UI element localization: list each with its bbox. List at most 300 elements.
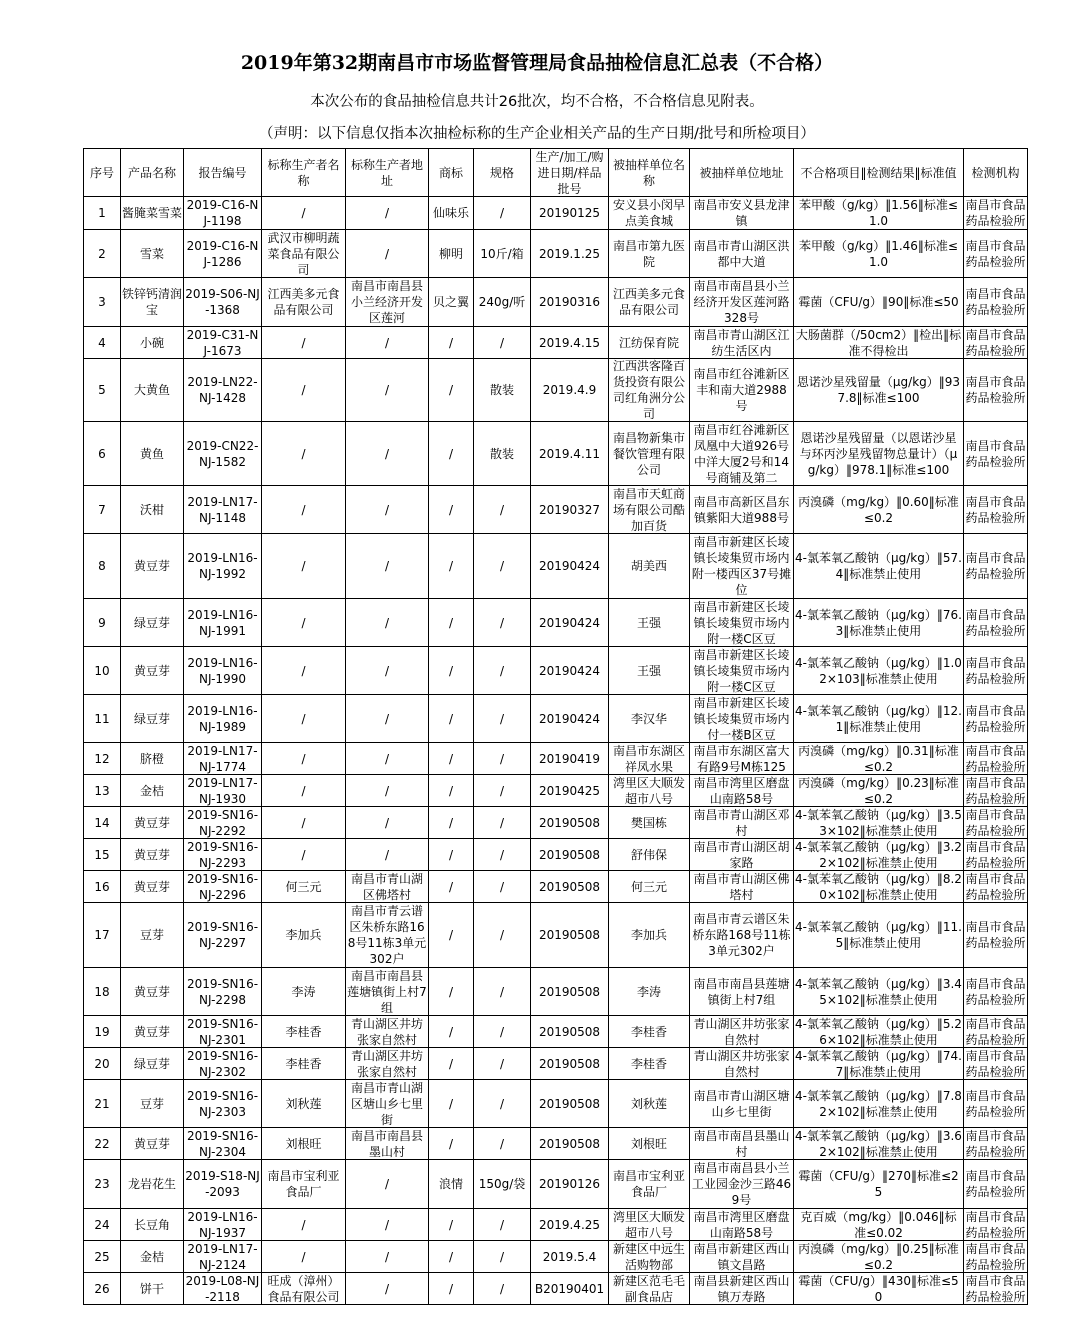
spec-text: /: [499, 1136, 505, 1151]
cell-product-name: [121, 1016, 184, 1048]
sampled-unit-name-text: 李汉华: [630, 711, 667, 726]
sampled-unit-address-text: 南昌市南昌县小兰经济开发区莲河路328号: [693, 279, 790, 325]
cell-brand: [429, 695, 474, 743]
cell-manufacturer-name: [262, 1016, 346, 1048]
brand-text: /: [448, 502, 454, 517]
cell-manufacturer-name: [262, 871, 346, 903]
cell-seq: [84, 327, 121, 359]
manufacturer-name-text: /: [301, 559, 306, 573]
sampled-unit-address-text: 南昌市青山湖区塘山乡七里街: [693, 1088, 790, 1119]
testing-agency-text: 南昌市食品药品检验所: [965, 375, 1026, 405]
brand-text: 浪情: [438, 1177, 463, 1191]
cell-brand: [429, 968, 474, 1016]
cell-product-name: [121, 197, 184, 230]
cell-product-name: [121, 486, 184, 534]
manufacturer-address-text: /: [384, 335, 390, 350]
cell-manufacturer-name: [262, 1241, 346, 1273]
table-row: [84, 486, 1028, 534]
table-row: [84, 743, 1028, 775]
sampled-unit-address-text: 南昌市青山湖区胡家路: [693, 839, 790, 870]
cell-sampled-unit-name: [609, 1209, 690, 1241]
cell-failed-item: [794, 534, 964, 599]
testing-agency-text: 南昌市食品药品检验所: [965, 1273, 1026, 1304]
cell-testing-agency: [964, 534, 1028, 599]
cell-seq: [84, 599, 121, 647]
cell-report-no: [184, 1209, 262, 1241]
testing-agency-text: 南昌市食品药品检验所: [965, 607, 1026, 638]
manufacturer-name-text: /: [301, 383, 306, 397]
cell-spec: [474, 695, 531, 743]
cell-sampled-unit-address: [690, 871, 794, 903]
product-name-text: 豆芽: [139, 928, 164, 942]
cell-sampled-unit-address: [690, 230, 794, 278]
cell-failed-item: [794, 1160, 964, 1209]
product-name-text: 黄豆芽: [133, 984, 170, 999]
report-no-text: 2019-SN16-NJ-2296: [186, 871, 259, 902]
manufacturer-name-text: 武汉市柳明蔬菜食品有限公司: [267, 230, 340, 277]
cell-product-name: [121, 1128, 184, 1160]
cell-manufacturer-name: [262, 1209, 346, 1241]
product-name-text: 绿豆芽: [133, 711, 170, 726]
failed-item-text: 4-氯苯氧乙酸钠（μg/kg）‖57.4‖标准禁止使用: [795, 551, 962, 581]
failed-item-text: 丙溴磷（mg/kg）‖0.31‖标准≤0.2: [798, 743, 959, 774]
manufacturer-address-text: /: [384, 559, 390, 573]
cell-brand: [429, 327, 474, 359]
cell-product-name: [121, 1160, 184, 1209]
cell-sampled-unit-address: [690, 647, 794, 695]
seq-text: 12: [94, 751, 110, 766]
cell-seq: [84, 903, 121, 968]
sampled-unit-name-text: 李涛: [636, 984, 661, 999]
cell-testing-agency: [964, 599, 1028, 647]
brand-text: 贝之翼: [432, 295, 469, 309]
inspection-table: [83, 148, 1028, 1305]
manufacturer-name-text: 何三元: [285, 879, 322, 894]
seq-text: 18: [94, 984, 110, 999]
table-row: [84, 903, 1028, 968]
production-date-text: 20190424: [538, 711, 601, 726]
cell-sampled-unit-name: [609, 599, 690, 647]
cell-report-no: [184, 647, 262, 695]
manufacturer-address-text: /: [384, 1281, 390, 1296]
cell-spec: [474, 1048, 531, 1080]
cell-report-no: [184, 1080, 262, 1128]
manufacturer-address-text: /: [384, 847, 390, 862]
failed-item-text: 4-氯苯氧乙酸钠（μg/kg）‖12.1‖标准禁止使用: [795, 703, 962, 734]
cell-production-date: [531, 486, 609, 534]
cell-sampled-unit-address: [690, 197, 794, 230]
cell-sampled-unit-name: [609, 359, 690, 422]
manufacturer-name-text: /: [301, 847, 306, 862]
sampled-unit-name-text: 南昌市宝利亚食品厂: [612, 1169, 685, 1199]
cell-brand: [429, 1209, 474, 1241]
product-name-text: 绿豆芽: [133, 1056, 170, 1071]
testing-agency-text: 南昌市食品药品检验所: [965, 839, 1026, 870]
production-date-text: 2019.1.25: [538, 246, 601, 261]
sampled-unit-address-text: 南昌县新建区西山镇万寿路: [693, 1273, 790, 1304]
testing-agency-text: 南昌市食品药品检验所: [965, 1016, 1026, 1047]
report-no-text: 2019-SN16-NJ-2303: [186, 1088, 259, 1119]
table-row: [84, 695, 1028, 743]
cell-sampled-unit-address: [690, 839, 794, 871]
cell-sampled-unit-address: [690, 486, 794, 534]
cell-report-no: [184, 422, 262, 486]
sampled-unit-name-text: 何三元: [630, 879, 667, 894]
cell-report-no: [184, 839, 262, 871]
spec-text: /: [499, 663, 505, 678]
production-date-text: 20190125: [538, 206, 601, 220]
cell-spec: [474, 1016, 531, 1048]
disclaimer-text: （声明：以下信息仅指本次抽检标称的生产企业相关产品的生产日期/批号和所检项目）: [259, 126, 815, 142]
cell-spec: [474, 807, 531, 839]
cell-seq: [84, 359, 121, 422]
testing-agency-text: 南昌市食品药品检验所: [965, 1209, 1026, 1240]
cell-manufacturer-name: [262, 903, 346, 968]
failed-item-text: 丙溴磷（mg/kg）‖0.60‖标准≤0.2: [798, 494, 959, 525]
failed-item-text: 苯甲酸（g/kg）‖1.46‖标准≤1.0: [798, 238, 958, 269]
sampled-unit-address-text: 南昌市安义县龙津镇: [693, 198, 790, 228]
cell-production-date: [531, 1209, 609, 1241]
brand-text: /: [448, 711, 454, 726]
cell-production-date: [531, 230, 609, 278]
sampled-unit-name-text: 湾里区大顺发超市八号: [612, 775, 685, 806]
cell-brand: [429, 359, 474, 422]
cell-manufacturer-name: [262, 534, 346, 599]
cell-testing-agency: [964, 871, 1028, 903]
cell-failed-item: [794, 278, 964, 327]
cell-failed-item: [794, 1016, 964, 1048]
cell-sampled-unit-name: [609, 422, 690, 486]
cell-manufacturer-name: [262, 839, 346, 871]
cell-seq: [84, 647, 121, 695]
cell-testing-agency: [964, 968, 1028, 1016]
manufacturer-name-text: /: [301, 751, 306, 766]
sampled-unit-address-text: 南昌市红谷滩新区丰和南大道2988号: [693, 367, 790, 413]
testing-agency-text: 南昌市食品药品检验所: [965, 238, 1026, 269]
cell-product-name: [121, 534, 184, 599]
report-no-text: 2019-L08-NJ-2118: [185, 1273, 260, 1304]
failed-item-text: 4-氯苯氧乙酸钠（μg/kg）‖74.7‖标准禁止使用: [795, 1048, 962, 1079]
cell-report-no: [184, 230, 262, 278]
brand-text: /: [448, 751, 454, 766]
production-date-text: 20190424: [538, 559, 601, 573]
manufacturer-address-text: 南昌市南昌县小兰经济开发区莲河: [350, 279, 423, 325]
sampled-unit-address-text: 南昌市新建区长堎镇长堎集贸市场内附一楼C区豆: [693, 599, 790, 646]
manufacturer-name-text: 南昌市宝利亚食品厂: [267, 1169, 340, 1199]
product-name-text: 大黄鱼: [133, 383, 170, 397]
sampled-unit-address-text: 南昌市南昌县墨山村: [693, 1128, 790, 1159]
cell-production-date: [531, 1016, 609, 1048]
cell-seq: [84, 230, 121, 278]
spec-text: /: [499, 879, 505, 894]
brand-text: /: [448, 1281, 454, 1296]
table-row: [84, 1273, 1028, 1305]
cell-report-no: [184, 359, 262, 422]
cell-manufacturer-address: [346, 647, 429, 695]
cell-seq: [84, 1048, 121, 1080]
cell-testing-agency: [964, 1241, 1028, 1273]
manufacturer-address-text: /: [384, 783, 390, 798]
failed-item-text: 霉菌（CFU/g）‖430‖标准≤50: [798, 1273, 959, 1304]
cell-testing-agency: [964, 422, 1028, 486]
seq-text: 7: [98, 502, 106, 517]
sampled-unit-address-text: 青山湖区井坊张家自然村: [693, 1016, 790, 1047]
product-name-text: 酱腌菜雪菜: [122, 206, 183, 220]
cell-production-date: [531, 695, 609, 743]
sampled-unit-name-text: 江纺保育院: [618, 335, 679, 350]
seq-text: 25: [94, 1249, 110, 1264]
failed-item-text: 4-氯苯氧乙酸钠（μg/kg）‖3.53×102‖标准禁止使用: [795, 807, 962, 838]
manufacturer-address-text: /: [384, 751, 390, 766]
cell-manufacturer-address: [346, 197, 429, 230]
cell-manufacturer-address: [346, 871, 429, 903]
cell-spec: [474, 871, 531, 903]
cell-manufacturer-name: [262, 968, 346, 1016]
cell-spec: [474, 230, 531, 278]
testing-agency-text: 南昌市食品药品检验所: [965, 1048, 1026, 1079]
sampled-unit-name-text: 南昌市第九医院: [612, 238, 685, 269]
manufacturer-address-text: /: [384, 446, 390, 461]
cell-brand: [429, 1080, 474, 1128]
table-row: [84, 197, 1028, 230]
cell-sampled-unit-name: [609, 695, 690, 743]
cell-sampled-unit-address: [690, 1160, 794, 1209]
seq-text: 15: [94, 847, 110, 862]
cell-manufacturer-name: [262, 647, 346, 695]
testing-agency-text: 南昌市食品药品检验所: [965, 494, 1026, 525]
failed-item-text: 大肠菌群（/50cm2）‖检出‖标准不得检出: [795, 327, 962, 358]
testing-agency-text: 南昌市食品药品检验所: [965, 920, 1026, 950]
header-testing-agency: [964, 149, 1028, 197]
cell-manufacturer-name: [262, 1160, 346, 1209]
cell-manufacturer-address: [346, 599, 429, 647]
cell-failed-item: [794, 968, 964, 1016]
sampled-unit-name-text: 安义县小闵早点美食城: [612, 198, 685, 228]
cell-seq: [84, 807, 121, 839]
production-date-text: 20190508: [538, 879, 601, 894]
cell-spec: [474, 1128, 531, 1160]
cell-manufacturer-address: [346, 1160, 429, 1209]
table-row: [84, 1016, 1028, 1048]
cell-report-no: [184, 695, 262, 743]
manufacturer-address-text: 南昌市南昌县墨山村: [350, 1128, 423, 1159]
sampled-unit-address-text: 南昌市高新区昌东镇紫阳大道988号: [693, 494, 790, 525]
manufacturer-name-text: 李桂香: [285, 1024, 322, 1039]
spec-text: /: [499, 847, 505, 862]
cell-seq: [84, 1209, 121, 1241]
cell-spec: [474, 1209, 531, 1241]
production-date-text: 20190424: [538, 663, 601, 678]
cell-brand: [429, 871, 474, 903]
production-date-text: 20190508: [538, 928, 601, 942]
product-name-text: 绿豆芽: [133, 615, 170, 630]
testing-agency-text: 南昌市食品药品检验所: [965, 327, 1026, 358]
cell-seq: [84, 968, 121, 1016]
table-row: [84, 359, 1028, 422]
spec-text: /: [499, 502, 505, 517]
product-name-text: 饼干: [139, 1281, 164, 1296]
header-label: 商标: [438, 165, 463, 180]
report-no-text: 2019-SN16-NJ-2292: [186, 807, 259, 838]
production-date-text: B20190401: [534, 1281, 605, 1296]
table-row: [84, 1048, 1028, 1080]
failed-item-text: 4-氯苯氧乙酸钠（μg/kg）‖1.02×103‖标准禁止使用: [795, 655, 962, 686]
cell-failed-item: [794, 1128, 964, 1160]
header-label: 标称生产者名称: [267, 157, 340, 188]
production-date-text: 20190316: [538, 295, 601, 309]
table-row: [84, 1209, 1028, 1241]
header-label: 规格: [489, 165, 514, 180]
cell-testing-agency: [964, 230, 1028, 278]
cell-seq: [84, 197, 121, 230]
cell-sampled-unit-name: [609, 807, 690, 839]
brand-text: /: [448, 879, 454, 894]
manufacturer-name-text: 刘秋莲: [285, 1096, 322, 1111]
report-no-text: 2019-SN16-NJ-2298: [186, 976, 259, 1007]
cell-brand: [429, 775, 474, 807]
cell-report-no: [184, 871, 262, 903]
brand-text: /: [448, 984, 454, 999]
table-row: [84, 807, 1028, 839]
sampled-unit-name-text: 李加兵: [630, 928, 667, 942]
cell-manufacturer-address: [346, 278, 429, 327]
cell-manufacturer-address: [346, 1241, 429, 1273]
cell-production-date: [531, 1128, 609, 1160]
table-row: [84, 278, 1028, 327]
table-row: [84, 599, 1028, 647]
product-name-text: 金桔: [139, 1249, 164, 1264]
report-no-text: 2019-LN16-NJ-1937: [187, 1209, 258, 1240]
testing-agency-text: 南昌市食品药品检验所: [965, 703, 1026, 734]
cell-spec: [474, 1273, 531, 1305]
cell-product-name: [121, 807, 184, 839]
sampled-unit-address-text: 青山湖区井坊张家自然村: [693, 1048, 790, 1079]
cell-manufacturer-address: [346, 839, 429, 871]
production-date-text: 20190508: [538, 1024, 601, 1039]
header-label: 标称生产者地址: [350, 157, 423, 188]
report-no-text: 2019-C16-NJ-1286: [186, 238, 259, 269]
spec-text: /: [499, 206, 505, 220]
report-no-text: 2019-SN16-NJ-2293: [186, 839, 259, 870]
table-row: [84, 1128, 1028, 1160]
cell-testing-agency: [964, 807, 1028, 839]
header-label: 报告编号: [198, 165, 247, 180]
brand-text: /: [448, 1024, 454, 1039]
cell-manufacturer-address: [346, 903, 429, 968]
manufacturer-name-text: /: [301, 1249, 306, 1264]
spec-text: /: [499, 751, 505, 766]
cell-production-date: [531, 359, 609, 422]
table-row: [84, 775, 1028, 807]
cell-brand: [429, 1241, 474, 1273]
testing-agency-text: 南昌市食品药品检验所: [965, 1169, 1026, 1199]
manufacturer-name-text: /: [301, 206, 306, 220]
cell-report-no: [184, 486, 262, 534]
product-name-text: 黄豆芽: [133, 1136, 170, 1151]
failed-item-text: 4-氯苯氧乙酸钠（μg/kg）‖11.5‖标准禁止使用: [795, 920, 962, 950]
cell-product-name: [121, 599, 184, 647]
cell-production-date: [531, 534, 609, 599]
manufacturer-address-text: /: [384, 1249, 390, 1264]
failed-item-text: 4-氯苯氧乙酸钠（μg/kg）‖76.3‖标准禁止使用: [795, 607, 962, 638]
cell-manufacturer-name: [262, 422, 346, 486]
cell-report-no: [184, 1273, 262, 1305]
sampled-unit-address-text: 南昌市青山湖区江纺生活区内: [693, 327, 790, 358]
seq-text: 20: [94, 1056, 110, 1071]
cell-product-name: [121, 695, 184, 743]
cell-seq: [84, 1128, 121, 1160]
brand-text: /: [448, 446, 454, 461]
cell-manufacturer-address: [346, 486, 429, 534]
cell-sampled-unit-address: [690, 903, 794, 968]
table-row: [84, 1080, 1028, 1128]
cell-brand: [429, 278, 474, 327]
cell-manufacturer-address: [346, 1048, 429, 1080]
cell-testing-agency: [964, 486, 1028, 534]
cell-sampled-unit-address: [690, 422, 794, 486]
brand-text: /: [448, 615, 454, 630]
cell-sampled-unit-name: [609, 1080, 690, 1128]
cell-product-name: [121, 327, 184, 359]
cell-testing-agency: [964, 327, 1028, 359]
spec-text: /: [499, 928, 505, 942]
cell-seq: [84, 775, 121, 807]
seq-text: 22: [94, 1136, 110, 1151]
cell-manufacturer-name: [262, 807, 346, 839]
report-no-text: 2019-LN17-NJ-2124: [187, 1241, 258, 1272]
cell-production-date: [531, 422, 609, 486]
brand-text: /: [448, 559, 454, 573]
cell-production-date: [531, 1048, 609, 1080]
sampled-unit-address-text: 南昌市新建区长堎镇长堎集贸市场内附一楼西区37号摊位: [691, 535, 792, 597]
cell-manufacturer-name: [262, 278, 346, 327]
testing-agency-text: 南昌市食品药品检验所: [965, 1088, 1026, 1119]
cell-sampled-unit-name: [609, 775, 690, 807]
manufacturer-address-text: /: [384, 1217, 390, 1232]
manufacturer-name-text: 江西美多元食品有限公司: [267, 287, 340, 317]
report-no-text: 2019-S18-NJ-2093: [185, 1169, 260, 1199]
report-no-text: 2019-LN17-NJ-1774: [187, 743, 258, 774]
seq-text: 23: [94, 1177, 110, 1191]
cell-sampled-unit-name: [609, 743, 690, 775]
brand-text: /: [448, 1249, 454, 1264]
cell-failed-item: [794, 695, 964, 743]
manufacturer-address-text: 青山湖区井坊张家自然村: [350, 1048, 423, 1079]
manufacturer-address-text: /: [384, 383, 390, 397]
cell-brand: [429, 422, 474, 486]
cell-testing-agency: [964, 1160, 1028, 1209]
cell-brand: [429, 743, 474, 775]
testing-agency-text: 南昌市食品药品检验所: [965, 438, 1026, 469]
seq-text: 4: [98, 335, 106, 350]
manufacturer-name-text: 李涛: [291, 984, 316, 999]
seq-text: 21: [94, 1096, 110, 1111]
table-row: [84, 534, 1028, 599]
header-label: 产品名称: [127, 165, 176, 180]
sampled-unit-name-text: 李桂香: [630, 1024, 667, 1039]
cell-sampled-unit-name: [609, 197, 690, 230]
report-no-text: 2019-LN16-NJ-1991: [187, 607, 258, 638]
cell-manufacturer-name: [262, 599, 346, 647]
sampled-unit-address-text: 南昌市青山湖区佛塔村: [693, 871, 790, 902]
manufacturer-name-text: 刘根旺: [285, 1136, 322, 1151]
seq-text: 10: [94, 663, 110, 678]
manufacturer-name-text: /: [301, 663, 306, 678]
cell-report-no: [184, 1160, 262, 1209]
cell-manufacturer-address: [346, 230, 429, 278]
cell-sampled-unit-name: [609, 1241, 690, 1273]
cell-product-name: [121, 839, 184, 871]
